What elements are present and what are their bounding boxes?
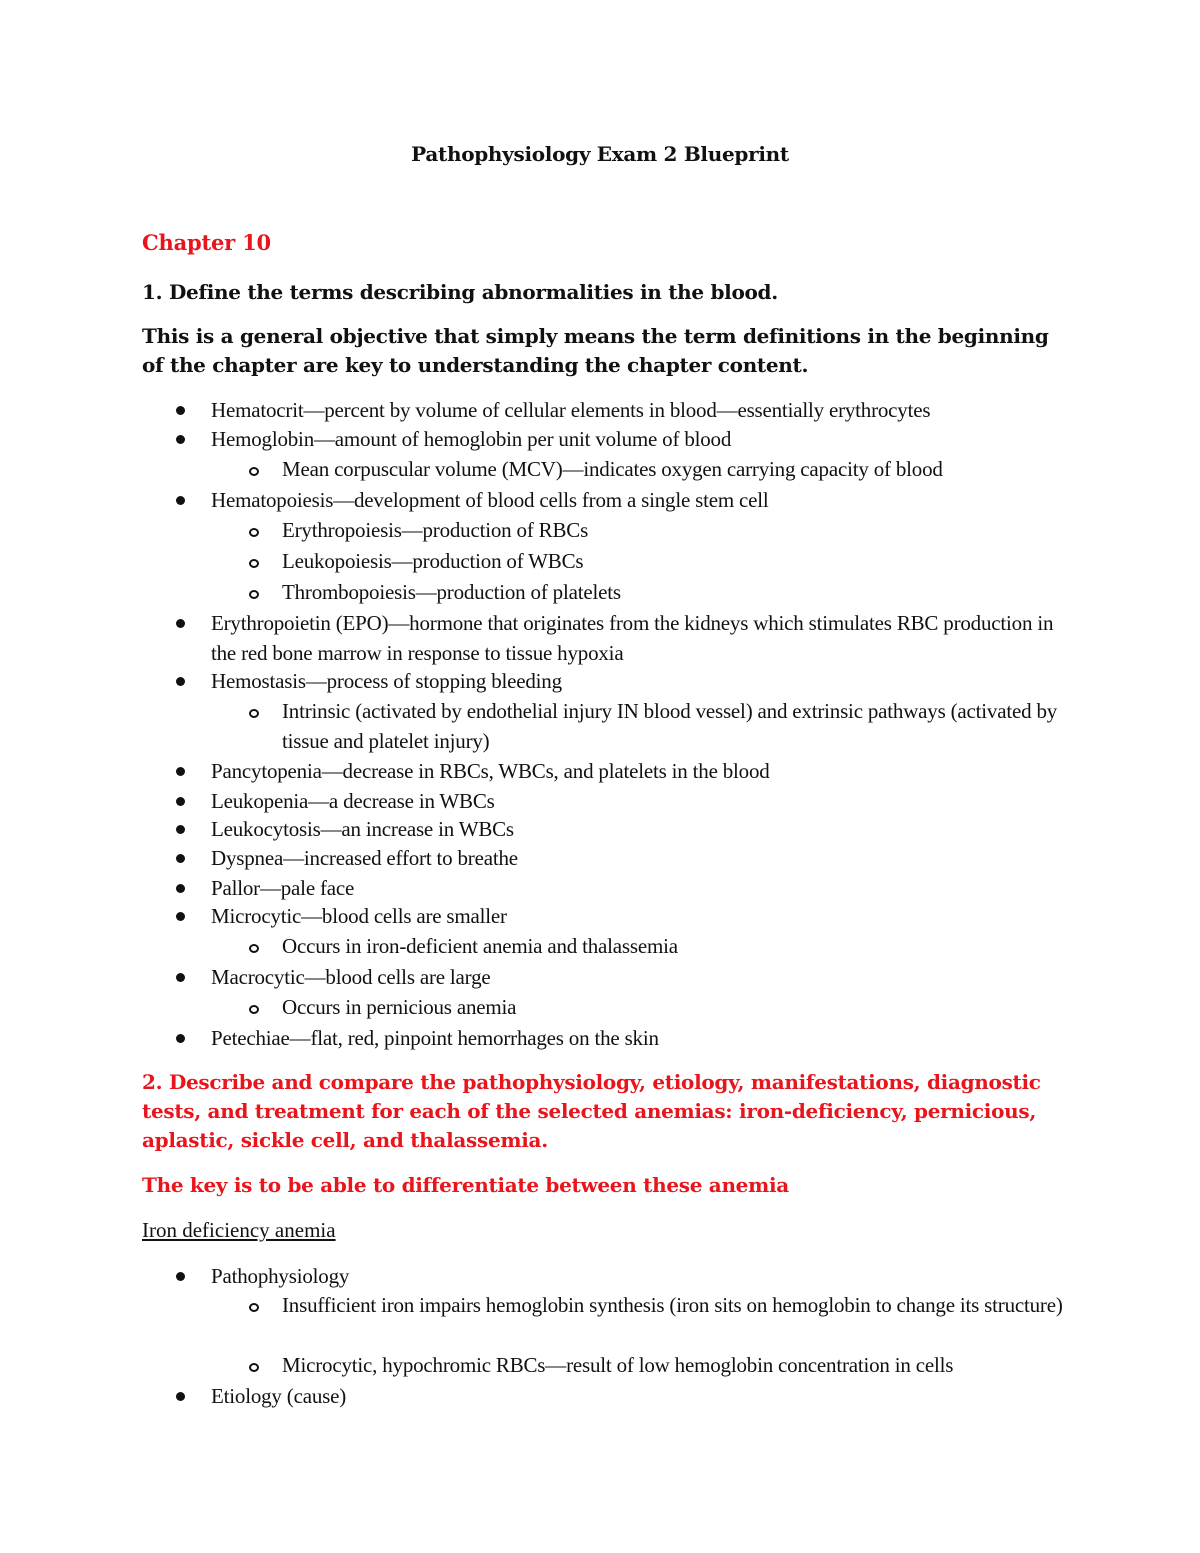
circle-bullet-icon bbox=[249, 1005, 259, 1014]
circle-bullet-icon bbox=[249, 467, 259, 476]
bullet-icon bbox=[176, 912, 185, 921]
bullet-icon bbox=[176, 884, 185, 893]
document-title: Pathophysiology Exam 2 Blueprint bbox=[411, 142, 789, 166]
bullet-icon bbox=[176, 1034, 185, 1043]
objective-1-note: This is a general objective that simply means the term definitions in the beginning of the chapter are key to understanding the chapter content. bbox=[142, 324, 1049, 377]
bullet-icon bbox=[176, 825, 185, 834]
objective-1-heading: 1. Define the terms describing abnormalities in the blood. bbox=[142, 280, 778, 304]
chapter-heading: Chapter 10 bbox=[142, 230, 271, 255]
circle-bullet-icon bbox=[249, 1363, 259, 1372]
document-page: Pathophysiology Exam 2 Blueprint Chapter 10 1. Define the terms describing abnormalities in the blood. This is a general objective that simply means the term definitions in the beginning of the chapter are key to understanding the chapter content. Hematocrit—percent by volume of cellular elements in blood—essentially erythrocytes Hemoglobin—amount of hemoglobin per unit volume of blood Mean corpuscular volume (MCV)—indicates oxygen carrying capacity of blood Hematopoiesis—development of blood cells from a single stem cell Erythropoiesis—production of RBCs Leukopoiesis—production of WBCs Thrombopoiesis—production of platelets Erythropoietin (EPO)—hormone that originates from the kidneys which stimulates RBC production in the red bone marrow in response to tissue hypoxia Hemostasis—process of stopping bleeding Intrinsic (activated by endothelial injury IN blood vessel) and extrinsic pathways (activated by tissue and platelet injury) Pancytopenia—decrease in RBCs, WBCs, and platelets in the blood Leukopenia—a decrease in WBCs Leukocytosis—an increase in WBCs Dyspnea—increased effort to breathe Pallor—pale face Microcytic—blood cells are smaller Occurs in iron-deficient anemia and thalassemia Macrocytic—blood cells are large Occurs in pernicious anemia Petechiae—flat, red, pinpoint hemorrhages on the skin 2. Describe and compare the pathophysiology, etiology, manifestations, diagnostic tests, and treatment for each of the selected anemias: iron-deficiency, pernicious, aplastic, sickle cell, and thalassemia. The key is to be able to differentiate between these anemia Iron deficiency anemia Pathophysiology Insufficient iron impairs hemoglobin synthesis (iron sits on hemoglobin to change its structure) Microcytic, hypochromic RBCs—result of low hemoglobin concentration in cells Etiology (cause) bbox=[0, 0, 1200, 1553]
bullet-icon bbox=[176, 406, 185, 415]
bullet-icon bbox=[176, 1272, 185, 1281]
bullet-icon bbox=[176, 619, 185, 628]
bullet-icon bbox=[176, 854, 185, 863]
circle-bullet-icon bbox=[249, 1303, 259, 1312]
bullet-icon bbox=[176, 973, 185, 982]
circle-bullet-icon bbox=[249, 559, 259, 568]
circle-bullet-icon bbox=[249, 944, 259, 953]
circle-bullet-icon bbox=[249, 709, 259, 718]
circle-bullet-icon bbox=[249, 590, 259, 599]
objective-2-heading: 2. Describe and compare the pathophysiology, etiology, manifestations, diagnostic tests, and treatment for each of the selected anemias: iron-deficiency, pernicious, aplastic, sickle cell, and thalassemia. bbox=[142, 1070, 1041, 1152]
bullet-icon bbox=[176, 435, 185, 444]
circle-bullet-icon bbox=[249, 528, 259, 537]
objective-2-note: The key is to be able to differentiate between these anemia bbox=[142, 1173, 789, 1197]
bullet-icon bbox=[176, 677, 185, 686]
bullet-icon bbox=[176, 1392, 185, 1401]
bullet-icon bbox=[176, 767, 185, 776]
bullet-icon bbox=[176, 797, 185, 806]
iron-deficiency-heading: Iron deficiency anemia bbox=[142, 1218, 336, 1242]
bullet-icon bbox=[176, 496, 185, 505]
